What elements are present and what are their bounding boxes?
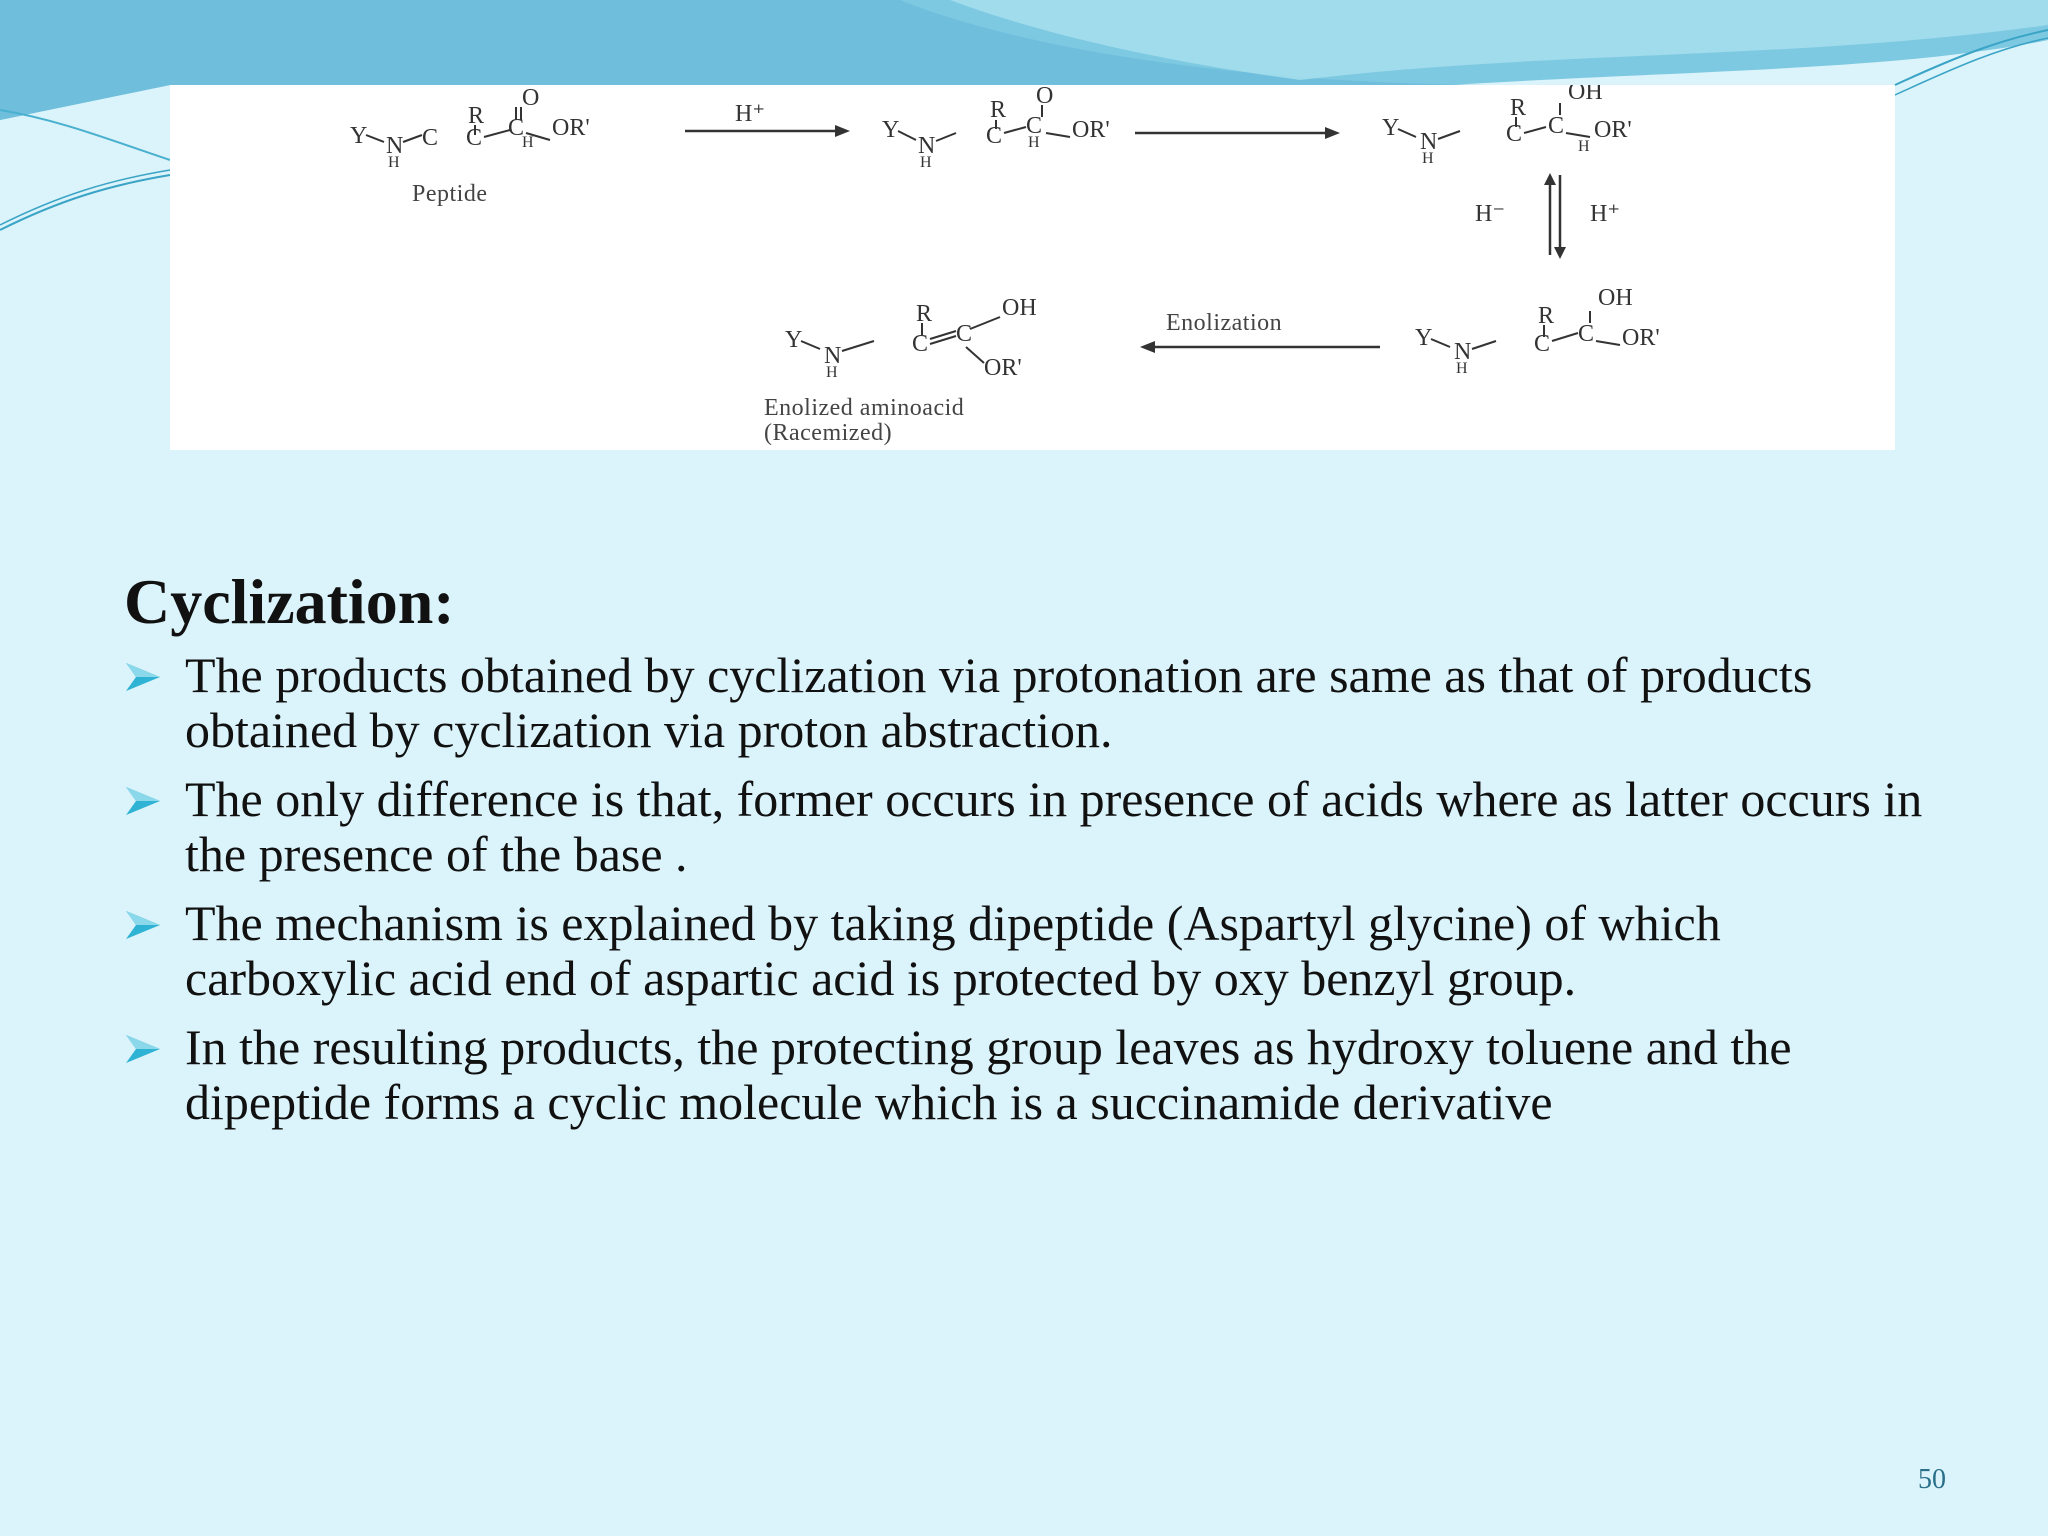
atom-c-plus: C bbox=[1026, 113, 1043, 139]
atom-or: OR' bbox=[552, 115, 590, 141]
bullet-text: The products obtained by cyclization via protonation are same as that of products obtained by cyclization via proton abstraction. bbox=[185, 647, 1813, 758]
atom-y: Y bbox=[1415, 325, 1433, 351]
atom-n: N bbox=[386, 133, 404, 159]
atom-oh: OH bbox=[1002, 295, 1037, 321]
atom-o: O bbox=[1036, 85, 1054, 109]
bullet-text: The only difference is that, former occurs in presence of acids where as latter occurs in the presence of the base . bbox=[185, 771, 1923, 882]
atom-h: H bbox=[920, 154, 932, 171]
h-plus-label: H⁺ bbox=[735, 101, 765, 127]
atom-or: OR' bbox=[1072, 117, 1110, 143]
atom-o: O bbox=[522, 85, 540, 111]
arrowhead-bullet-icon bbox=[124, 1033, 162, 1065]
atom-oh: OH bbox=[1598, 285, 1633, 311]
atom-r: R bbox=[916, 301, 933, 327]
bullet-text: In the resulting products, the protecting group leaves as hydroxy toluene and the dipeptide forms a cyclic molecule which is a succinamide derivative bbox=[185, 1019, 1792, 1130]
atom-y: Y bbox=[785, 327, 803, 353]
atom-or: OR' bbox=[1622, 325, 1660, 351]
atom-c-plus: C bbox=[1548, 113, 1565, 139]
atom-c: C bbox=[508, 115, 525, 141]
bullet-item bbox=[124, 648, 1944, 758]
atom-h: H bbox=[522, 134, 534, 151]
section-heading: Cyclization: bbox=[124, 566, 455, 637]
enolized-label: Enolized aminoacid bbox=[764, 395, 965, 421]
atom-y: Y bbox=[1382, 115, 1400, 141]
atom-r: R bbox=[468, 103, 485, 129]
enolized-structure bbox=[764, 295, 1037, 446]
atom-or: OR' bbox=[984, 355, 1022, 381]
atom-c: C bbox=[422, 125, 439, 151]
atom-or: OR' bbox=[1594, 117, 1632, 143]
carbocation-structure bbox=[1382, 85, 1632, 167]
atom-h: H bbox=[1422, 150, 1434, 167]
bullet-item bbox=[124, 896, 1944, 1006]
atom-c: C bbox=[1534, 331, 1551, 357]
atom-oh: OH bbox=[1568, 85, 1603, 105]
atom-c: C bbox=[466, 125, 483, 151]
reaction-scheme-figure bbox=[170, 85, 1895, 450]
atom-n: N bbox=[1454, 339, 1472, 365]
atom-y: Y bbox=[350, 123, 368, 149]
atom-n: N bbox=[824, 343, 842, 369]
racemized-label: (Racemized) bbox=[764, 420, 893, 446]
h-minus-label: H⁻ bbox=[1475, 201, 1505, 227]
protonated-structure bbox=[882, 85, 1110, 171]
arrowhead-bullet-icon bbox=[124, 785, 162, 817]
arrowhead-bullet-icon bbox=[124, 909, 162, 941]
h-plus-label: H⁺ bbox=[1590, 201, 1620, 227]
atom-y: Y bbox=[882, 117, 900, 143]
atom-h: H bbox=[1578, 138, 1590, 155]
atom-h: H bbox=[1456, 360, 1468, 377]
atom-h: H bbox=[1028, 134, 1040, 151]
bullet-item bbox=[124, 1020, 1944, 1130]
atom-h: H bbox=[826, 364, 838, 381]
bullet-text: The mechanism is explained by taking dipeptide (Aspartyl glycine) of which carboxylic acid end of aspartic acid is protected by oxy benzyl group. bbox=[185, 895, 1721, 1006]
carbanion-structure bbox=[1415, 285, 1660, 377]
atom-h: H bbox=[388, 154, 400, 171]
enolization-label: Enolization bbox=[1166, 310, 1283, 336]
atom-n: N bbox=[1420, 129, 1438, 155]
atom-r: R bbox=[990, 97, 1007, 123]
atom-c: C bbox=[1506, 121, 1523, 147]
atom-c: C bbox=[912, 331, 929, 357]
bullet-item bbox=[124, 772, 1944, 882]
page-number: 50 bbox=[1918, 1464, 1946, 1495]
atom-n: N bbox=[918, 133, 936, 159]
arrowhead-bullet-icon bbox=[124, 661, 162, 693]
atom-c: C bbox=[986, 123, 1003, 149]
peptide-structure bbox=[350, 85, 590, 207]
atom-r: R bbox=[1510, 95, 1527, 121]
atom-r: R bbox=[1538, 303, 1555, 329]
atom-c-plus: C bbox=[1578, 321, 1595, 347]
peptide-label: Peptide bbox=[412, 181, 488, 207]
bullet-list bbox=[124, 648, 1944, 1144]
atom-c: C bbox=[956, 321, 973, 347]
